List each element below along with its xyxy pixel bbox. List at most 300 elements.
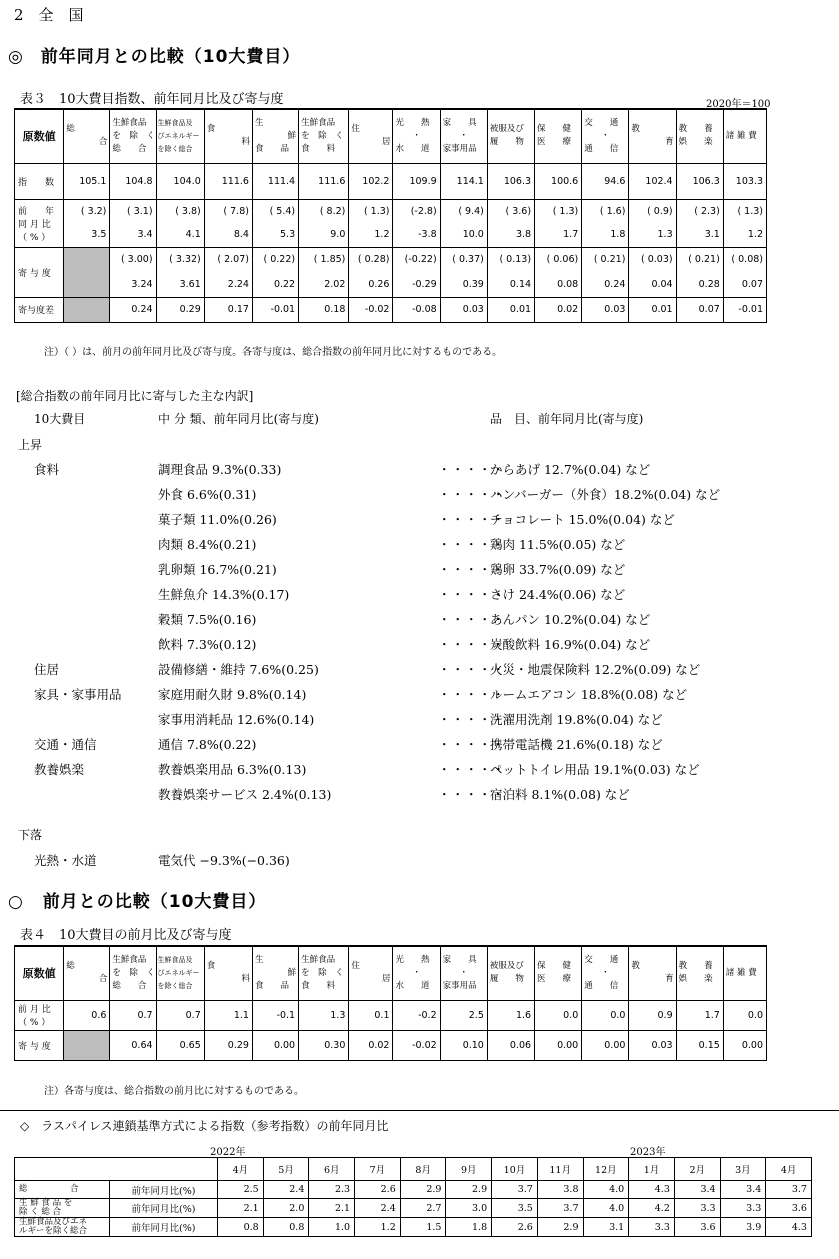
t3-contrib-prev-cell: ( 0.37): [440, 247, 487, 272]
up-row-category: 家具・家事用品: [34, 687, 122, 702]
up-row-dots: ・・・・・: [438, 562, 506, 577]
t3-contrib-cell: 3.61: [156, 272, 204, 297]
laspeyres-cell: 4.0: [583, 1181, 629, 1199]
t3-contrib-prev-label-line-0: 寄 与 度: [18, 268, 51, 279]
t3-col-6: [299, 109, 349, 163]
t3-contrib-cell: 2.24: [204, 272, 252, 297]
laspeyres-cell: 2.1: [309, 1199, 355, 1218]
table3-header-row: [15, 109, 767, 163]
t4-contrib-cell: 0.03: [629, 1030, 676, 1060]
t4-col-14: [676, 946, 723, 1000]
up-row-mid: 家事用消耗品 12.6%(0.14): [158, 712, 315, 727]
t4-contrib-cell: 0.00: [723, 1030, 766, 1060]
t3-index-cell: 106.3: [487, 163, 534, 199]
t3-yoy-prev-cell: ( 7.8): [204, 199, 252, 223]
laspeyres-metric: 前年同月比(%): [110, 1218, 218, 1237]
t3-yoy-prev-label-line-0: 前 年: [18, 206, 55, 217]
breakdown-col-category: 10大費目: [34, 412, 86, 426]
t3-yoy-cell: 1.3: [629, 223, 676, 247]
t3-col-10-line-0: 被服及び: [489, 124, 524, 135]
up-row-item: ハンバーガー（外食）18.2%(0.04) など: [490, 487, 721, 502]
t3-index-label-line-0: 指 数: [18, 177, 55, 188]
month-header: 4月: [766, 1158, 812, 1181]
up-row-item: ペットトイレ用品 19.1%(0.03) など: [490, 762, 700, 777]
t3-index-cell: 109.9: [393, 163, 440, 199]
t4-col-5-line-0: 生: [254, 954, 264, 965]
t4-contrib-cell: 0.00: [252, 1030, 298, 1060]
t4-mom-label-line-0: 前 月 比: [18, 1005, 51, 1015]
t3-col-9: [440, 109, 487, 163]
laspeyres-cell: 2.1: [218, 1199, 264, 1218]
up-row-item: 携帯電話機 21.6%(0.18) など: [490, 737, 663, 752]
up-row-item: 宿泊料 8.1%(0.08) など: [490, 787, 630, 802]
up-row-mid: 生鮮魚介 14.3%(0.17): [158, 587, 290, 602]
t4-mom-cell: 0.0: [723, 1000, 766, 1030]
t4-contrib-cell: 0.02: [349, 1030, 393, 1060]
table4-caption: 表４ 10大費目の前月比及び寄与度: [20, 928, 232, 943]
t3-yoy-cell: 4.1: [156, 223, 204, 247]
month-header: 12月: [583, 1158, 629, 1181]
t3-col-6-line-1: を 除 く: [301, 130, 344, 141]
t3-yoy-cell: 3.5: [64, 223, 110, 247]
laspeyres-header-row: [15, 1158, 812, 1181]
t3-col-7-line-0: 住: [351, 124, 360, 135]
t3-col-4: [204, 109, 252, 163]
yoy-heading-text: 前年同月との比較（10大費目）: [40, 47, 301, 67]
up-row-item: ルームエアコン 18.8%(0.08) など: [490, 687, 688, 702]
up-row-category: 食料: [34, 462, 60, 477]
t4-col-0: 原数値: [15, 946, 64, 1000]
table4: [14, 945, 767, 1061]
breakdown-title: [総合指数の前年同月比に寄与した主な内訳]: [16, 389, 254, 403]
table3-index-row: [15, 163, 767, 199]
mom-heading: [8, 887, 266, 912]
t4-mom-cell: 0.7: [110, 1000, 156, 1030]
t3-col-1-line-1: 合: [98, 137, 108, 148]
laspeyres-cell: 3.5: [492, 1199, 538, 1218]
laspeyres-cell: 2.3: [309, 1181, 355, 1199]
up-row-item: 鶏肉 11.5%(0.05) など: [490, 537, 626, 552]
t3-contrib-prev-blank: [64, 247, 110, 297]
t3-index-cell: 103.3: [723, 163, 766, 199]
t3-index-cell: 102.4: [629, 163, 676, 199]
up-row-dots: ・・・・・: [438, 512, 506, 527]
t3-yoy-prev-cell: ( 1.3): [349, 199, 393, 223]
laspeyres-cell: 1.8: [446, 1218, 492, 1237]
t3-col-14-line-2: 娯 楽: [678, 137, 713, 148]
t3-diff-cell: 0.01: [487, 297, 534, 322]
t3-col-15-line-0: 諸 雑 費: [725, 130, 757, 141]
t3-col-3-line-2: を除く総合: [157, 144, 193, 153]
t3-index-cell: 100.6: [535, 163, 582, 199]
t4-contrib-cell: 0.00: [582, 1030, 629, 1060]
yoy-heading: [8, 42, 300, 67]
t4-contrib-cell: 0.15: [676, 1030, 723, 1060]
laspeyres-row-name-line-1: 除 く 総 合: [19, 1207, 62, 1217]
t4-mom-cell: 0.6: [64, 1000, 110, 1030]
laspeyres-cell: 3.3: [629, 1218, 675, 1237]
laspeyres-cell: 2.6: [492, 1218, 538, 1237]
t4-col-2-line-0: 生鮮食品: [112, 954, 147, 965]
up-row-dots: ・・・・・: [438, 687, 506, 702]
t3-col-11: [535, 109, 582, 163]
laspeyres-row-name-line-1: ルギーを除く総合: [19, 1226, 88, 1236]
breakdown-col-item: 品 目、前年同月比(寄与度): [490, 412, 644, 426]
t3-diff-cell: 0.01: [629, 297, 676, 322]
laspeyres-table: [14, 1157, 812, 1237]
month-header: 4月: [218, 1158, 264, 1181]
month-header: 7月: [355, 1158, 401, 1181]
month-header: 5月: [263, 1158, 309, 1181]
t4-mom-label-line-1: （ % ）: [18, 1018, 51, 1028]
t3-contrib-prev-cell: ( 3.32): [156, 247, 204, 272]
laspeyres-row-name-line-0: 生鮮食品及びエネ: [19, 1217, 88, 1227]
laspeyres-cell: 2.0: [263, 1199, 309, 1218]
laspeyres-cell: 2.9: [446, 1181, 492, 1199]
t3-col-3-line-0: 生鮮食品及: [157, 118, 193, 127]
t3-col-0: 原数値: [15, 109, 64, 163]
t3-yoy-prev-cell: ( 2.3): [676, 199, 723, 223]
t3-index-cell: 104.8: [110, 163, 156, 199]
t4-mom-cell: 2.5: [440, 1000, 487, 1030]
month-header: 1月: [629, 1158, 675, 1181]
t3-diff-cell: -0.08: [393, 297, 440, 322]
t3-yoy-prev-label-line-2: （ % ）: [18, 232, 51, 243]
t3-yoy-prev-cell: ( 3.1): [110, 199, 156, 223]
table3-note: 注）（ ）は、前月の前年同月比及び寄与度。各寄与度は、総合指数の前年同月比に対するものである。: [44, 347, 503, 358]
t4-mom-cell: 0.9: [629, 1000, 676, 1030]
t3-index-cell: 104.0: [156, 163, 204, 199]
t3-col-8: [393, 109, 440, 163]
up-row-mid: 穀類 7.5%(0.16): [158, 612, 257, 627]
t4-col-5: [252, 946, 298, 1000]
up-row-dots: ・・・・・: [438, 762, 506, 777]
t3-col-11-line-0: 保 健: [537, 124, 572, 135]
laspeyres-cell: 1.0: [309, 1218, 355, 1237]
circle-icon: ○: [8, 892, 24, 912]
laspeyres-row-name: [15, 1181, 110, 1199]
t4-col-14-line-0: 教 養: [678, 961, 713, 972]
month-header: 6月: [309, 1158, 355, 1181]
t4-col-1-line-0: 総: [66, 961, 75, 972]
t4-col-12: [582, 946, 629, 1000]
t3-contrib-cell: 2.02: [299, 272, 349, 297]
t4-col-1-line-1: 合: [98, 974, 108, 985]
t3-yoy-prev-cell: (-2.8): [393, 199, 440, 223]
up-row-dots: ・・・・・: [438, 612, 506, 627]
t4-col-9-line-2: 家事用品: [442, 980, 477, 991]
t4-col-9-line-1: ・: [459, 967, 469, 978]
t3-col-6-line-0: 生鮮食品: [301, 117, 336, 128]
t3-contrib-cell: 0.22: [252, 272, 298, 297]
t3-yoy-prev-cell: ( 1.6): [582, 199, 629, 223]
t4-col-12-line-2: 通 信: [584, 980, 619, 991]
t3-diff-cell: 0.29: [156, 297, 204, 322]
t4-col-8-line-0: 光 熱: [395, 954, 430, 965]
t3-yoy-cell: 1.7: [535, 223, 582, 247]
t3-diff-label: [15, 297, 64, 322]
t3-yoy-cell: 10.0: [440, 223, 487, 247]
laspeyres-cell: 3.6: [674, 1218, 720, 1237]
t3-contrib-prev-cell: ( 0.03): [629, 247, 676, 272]
down-label: 下落: [18, 828, 43, 842]
t4-col-1: [64, 946, 110, 1000]
t3-col-2-line-0: 生鮮食品: [112, 117, 147, 128]
t3-col-5: [252, 109, 298, 163]
year-2022: 2022年: [210, 1147, 246, 1158]
t3-yoy-cell: 1.2: [723, 223, 766, 247]
t4-col-8-line-1: ・: [412, 967, 421, 978]
t4-col-10-line-2: 履 物: [489, 974, 524, 985]
t3-contrib-prev-cell: ( 0.28): [349, 247, 393, 272]
t4-col-3: [156, 946, 204, 1000]
t3-contrib-prev-cell: (-0.22): [393, 247, 440, 272]
t3-index-cell: 105.1: [64, 163, 110, 199]
t4-mom-cell: 1.6: [487, 1000, 534, 1030]
t3-contrib-prev-cell: ( 3.00): [110, 247, 156, 272]
laspeyres-cell: 4.3: [766, 1218, 812, 1237]
t4-mom-cell: 0.7: [156, 1000, 204, 1030]
t3-yoy-cell: 3.1: [676, 223, 723, 247]
up-row-dots: ・・・・・: [438, 462, 506, 477]
month-header: 9月: [446, 1158, 492, 1181]
t4-contrib-label: [15, 1030, 64, 1060]
t4-col-12-line-1: ・: [601, 967, 610, 978]
up-label: 上昇: [18, 438, 43, 452]
laspeyres-cell: 3.3: [674, 1199, 720, 1218]
t4-col-13-line-0: 教: [631, 961, 640, 972]
up-row-item: さけ 24.4%(0.06) など: [490, 587, 626, 602]
t3-diff-cell: 0.07: [676, 297, 723, 322]
divider: [0, 1110, 839, 1111]
t3-diff-cell: -0.01: [723, 297, 766, 322]
t3-contrib-cell: 0.39: [440, 272, 487, 297]
laspeyres-cell: 3.7: [537, 1199, 583, 1218]
t3-contrib-prev-label: [15, 247, 64, 297]
t3-col-14-line-0: 教 養: [678, 124, 713, 135]
laspeyres-metric: 前年同月比(%): [110, 1199, 218, 1218]
t3-yoy-prev-cell: ( 9.4): [440, 199, 487, 223]
t4-col-14-line-2: 娯 楽: [678, 974, 713, 985]
up-row-category: 教養娯楽: [34, 762, 85, 777]
up-row-dots: ・・・・・: [438, 712, 506, 727]
t3-contrib-cell: 0.14: [487, 272, 534, 297]
table4-contrib-row: [15, 1030, 767, 1060]
t3-col-1-line-0: 総: [66, 124, 75, 135]
t4-col-10: [487, 946, 534, 1000]
laspeyres-row-name: [15, 1199, 110, 1218]
t3-col-10: [487, 109, 534, 163]
t4-col-2: [110, 946, 156, 1000]
t3-col-7: [349, 109, 393, 163]
laspeyres-row: [15, 1199, 812, 1218]
t4-col-6-line-0: 生鮮食品: [301, 954, 336, 965]
t4-contrib-cell: 0.00: [535, 1030, 582, 1060]
up-row-mid: 調理食品 9.3%(0.33): [158, 462, 282, 477]
t4-col-10-line-0: 被服及び: [489, 961, 524, 972]
t4-contrib-cell: 0.06: [487, 1030, 534, 1060]
t3-col-11-line-2: 医 療: [537, 137, 572, 148]
t4-col-9-line-0: 家 具: [442, 954, 477, 965]
t4-col-15-line-0: 諸 雑 費: [725, 967, 757, 978]
laspeyres-cell: 1.2: [355, 1218, 401, 1237]
t3-col-13-line-1: 育: [665, 137, 674, 148]
t4-col-12-line-0: 交 通: [584, 954, 619, 965]
t3-contrib-cell: 0.04: [629, 272, 676, 297]
laspeyres-cell: 3.9: [720, 1218, 766, 1237]
t4-mom-cell: -0.2: [393, 1000, 440, 1030]
laspeyres-cell: 2.6: [355, 1181, 401, 1199]
t4-col-7-line-1: 居: [381, 974, 391, 985]
laspeyres-row: [15, 1218, 812, 1237]
t4-col-6: [299, 946, 349, 1000]
table3-contrib-prev-row: [15, 247, 767, 272]
t3-col-12: [582, 109, 629, 163]
up-row-mid: 教養娯楽サービス 2.4%(0.13): [158, 787, 332, 802]
t4-col-5-line-1: 鮮: [287, 967, 297, 978]
t3-col-13: [629, 109, 676, 163]
breakdown-col-mid: 中 分 類、前年同月比(寄与度): [158, 412, 319, 426]
laspeyres-cell: 3.0: [446, 1199, 492, 1218]
up-row-dots: ・・・・・: [438, 662, 506, 677]
t3-contrib-cell: 0.26: [349, 272, 393, 297]
month-header: 10月: [492, 1158, 538, 1181]
t3-yoy-prev-cell: ( 3.8): [156, 199, 204, 223]
t4-col-7-line-0: 住: [351, 961, 360, 972]
t3-col-12-line-0: 交 通: [584, 117, 619, 128]
t3-col-14: [676, 109, 723, 163]
t3-contrib-cell: 0.08: [535, 272, 582, 297]
t4-contrib-cell: 0.30: [299, 1030, 349, 1060]
t3-contrib-cell: 0.28: [676, 272, 723, 297]
t4-mom-cell: 1.7: [676, 1000, 723, 1030]
up-row-item: からあげ 12.7%(0.04) など: [490, 462, 651, 477]
t3-diff-cell: 0.18: [299, 297, 349, 322]
laspeyres-row: [15, 1181, 812, 1199]
t4-col-2-line-2: 総 合: [112, 980, 147, 991]
t3-contrib-prev-cell: ( 0.21): [676, 247, 723, 272]
up-row-dots: ・・・・・: [438, 537, 506, 552]
t3-contrib-cell: 3.24: [110, 272, 156, 297]
t3-yoy-cell: -3.8: [393, 223, 440, 247]
laspeyres-cell: 3.4: [720, 1181, 766, 1199]
t4-contrib-cell: 0.64: [110, 1030, 156, 1060]
up-row-mid: 乳卵類 16.7%(0.21): [158, 562, 277, 577]
t3-yoy-prev-cell: ( 8.2): [299, 199, 349, 223]
t4-mom-cell: 0.0: [535, 1000, 582, 1030]
t3-col-9-line-2: 家事用品: [442, 143, 477, 154]
t3-yoy-cell: 5.3: [252, 223, 298, 247]
t3-yoy-prev-cell: ( 3.6): [487, 199, 534, 223]
t4-col-4: [204, 946, 252, 1000]
t4-contrib-label-line-0: 寄 与 度: [18, 1041, 51, 1052]
up-row-category: 住居: [34, 662, 60, 677]
t4-col-13: [629, 946, 676, 1000]
t3-col-8-line-2: 水 道: [395, 143, 430, 154]
t3-col-13-line-0: 教: [631, 124, 640, 135]
laspeyres-cell: 1.5: [400, 1218, 446, 1237]
laspeyres-row-name-line-0: 総 合: [19, 1184, 79, 1194]
t3-col-3-line-1: びエネルギー: [157, 131, 200, 140]
table3-contrib-row: [15, 272, 767, 297]
t3-col-5-line-1: 鮮: [287, 130, 297, 141]
t4-col-8: [393, 946, 440, 1000]
t3-index-label: [15, 163, 64, 199]
t4-col-15: [723, 946, 766, 1000]
down-row-category: 光熱・水道: [34, 853, 97, 868]
t3-col-15: [723, 109, 766, 163]
mom-heading-text: 前月との比較（10大費目）: [42, 892, 267, 912]
up-row-mid: 教養娯楽用品 6.3%(0.13): [158, 762, 307, 777]
laspeyres-cell: 3.7: [492, 1181, 538, 1199]
laspeyres-cell: 3.3: [720, 1199, 766, 1218]
down-row-mid: 電気代 −9.3%(−0.36): [158, 853, 290, 868]
t3-diff-cell: -0.02: [349, 297, 393, 322]
t3-index-cell: 102.2: [349, 163, 393, 199]
t4-col-2-line-1: を 除 く: [112, 967, 155, 978]
laspeyres-cell: 0.8: [218, 1218, 264, 1237]
t3-col-12-line-1: ・: [601, 130, 610, 141]
t3-diff-cell: 0.02: [535, 297, 582, 322]
laspeyres-cell: 4.2: [629, 1199, 675, 1218]
t3-diff-cell: 0.03: [582, 297, 629, 322]
t3-col-4-line-0: 食: [206, 124, 216, 135]
up-row-mid: 設備修繕・維持 7.6%(0.25): [158, 662, 319, 677]
t3-yoy-prev-cell: ( 0.9): [629, 199, 676, 223]
month-header: 8月: [400, 1158, 446, 1181]
up-row-dots: ・・・・・: [438, 737, 506, 752]
t4-col-9: [440, 946, 487, 1000]
laspeyres-row-name: [15, 1218, 110, 1237]
t4-col-6-line-1: を 除 く: [301, 967, 344, 978]
t4-contrib-cell: 0.29: [204, 1030, 252, 1060]
t3-yoy-prev-label-line-1: 同 月 比: [18, 219, 51, 230]
month-header: 2月: [674, 1158, 720, 1181]
up-row-item: 洗濯用洗剤 19.8%(0.04) など: [490, 712, 663, 727]
up-row-item: あんパン 10.2%(0.04) など: [490, 612, 651, 627]
base-year: 2020年＝100: [706, 99, 771, 110]
t3-contrib-prev-cell: ( 0.08): [723, 247, 766, 272]
t4-col-4-line-0: 食: [206, 961, 216, 972]
laspeyres-cell: 3.7: [766, 1181, 812, 1199]
t3-yoy-cell: 9.0: [299, 223, 349, 247]
t3-contrib-prev-cell: ( 0.13): [487, 247, 534, 272]
up-row-dots: ・・・・・: [438, 637, 506, 652]
double-circle-icon: ◎: [8, 47, 24, 67]
t4-col-4-line-1: 料: [241, 974, 250, 985]
laspeyres-cell: 2.7: [400, 1199, 446, 1218]
laspeyres-metric: 前年同月比(%): [110, 1181, 218, 1199]
section-heading: 2 全 国: [14, 6, 84, 24]
table3-caption: 表３ 10大費目指数、前年同月比及び寄与度: [20, 92, 284, 107]
t3-contrib-prev-cell: ( 2.07): [204, 247, 252, 272]
t3-diff-blank: [64, 297, 110, 322]
t3-yoy-prev-cell: ( 1.3): [535, 199, 582, 223]
t3-col-7-line-1: 居: [381, 137, 391, 148]
t3-contrib-cell: -0.29: [393, 272, 440, 297]
up-row-mid: 通信 7.8%(0.22): [158, 737, 257, 752]
t3-col-12-line-2: 通 信: [584, 143, 619, 154]
t4-mom-cell: 0.1: [349, 1000, 393, 1030]
t4-mom-label: [15, 1000, 64, 1030]
t3-diff-label-line-0: 寄与度差: [18, 306, 55, 316]
t4-col-5-line-2: 食 品: [254, 980, 289, 991]
up-row-mid: 外食 6.6%(0.31): [158, 487, 257, 502]
t4-col-13-line-1: 育: [665, 974, 674, 985]
t4-col-11-line-0: 保 健: [537, 961, 572, 972]
table4-header-row: [15, 946, 767, 1000]
t3-contrib-prev-cell: ( 0.22): [252, 247, 298, 272]
